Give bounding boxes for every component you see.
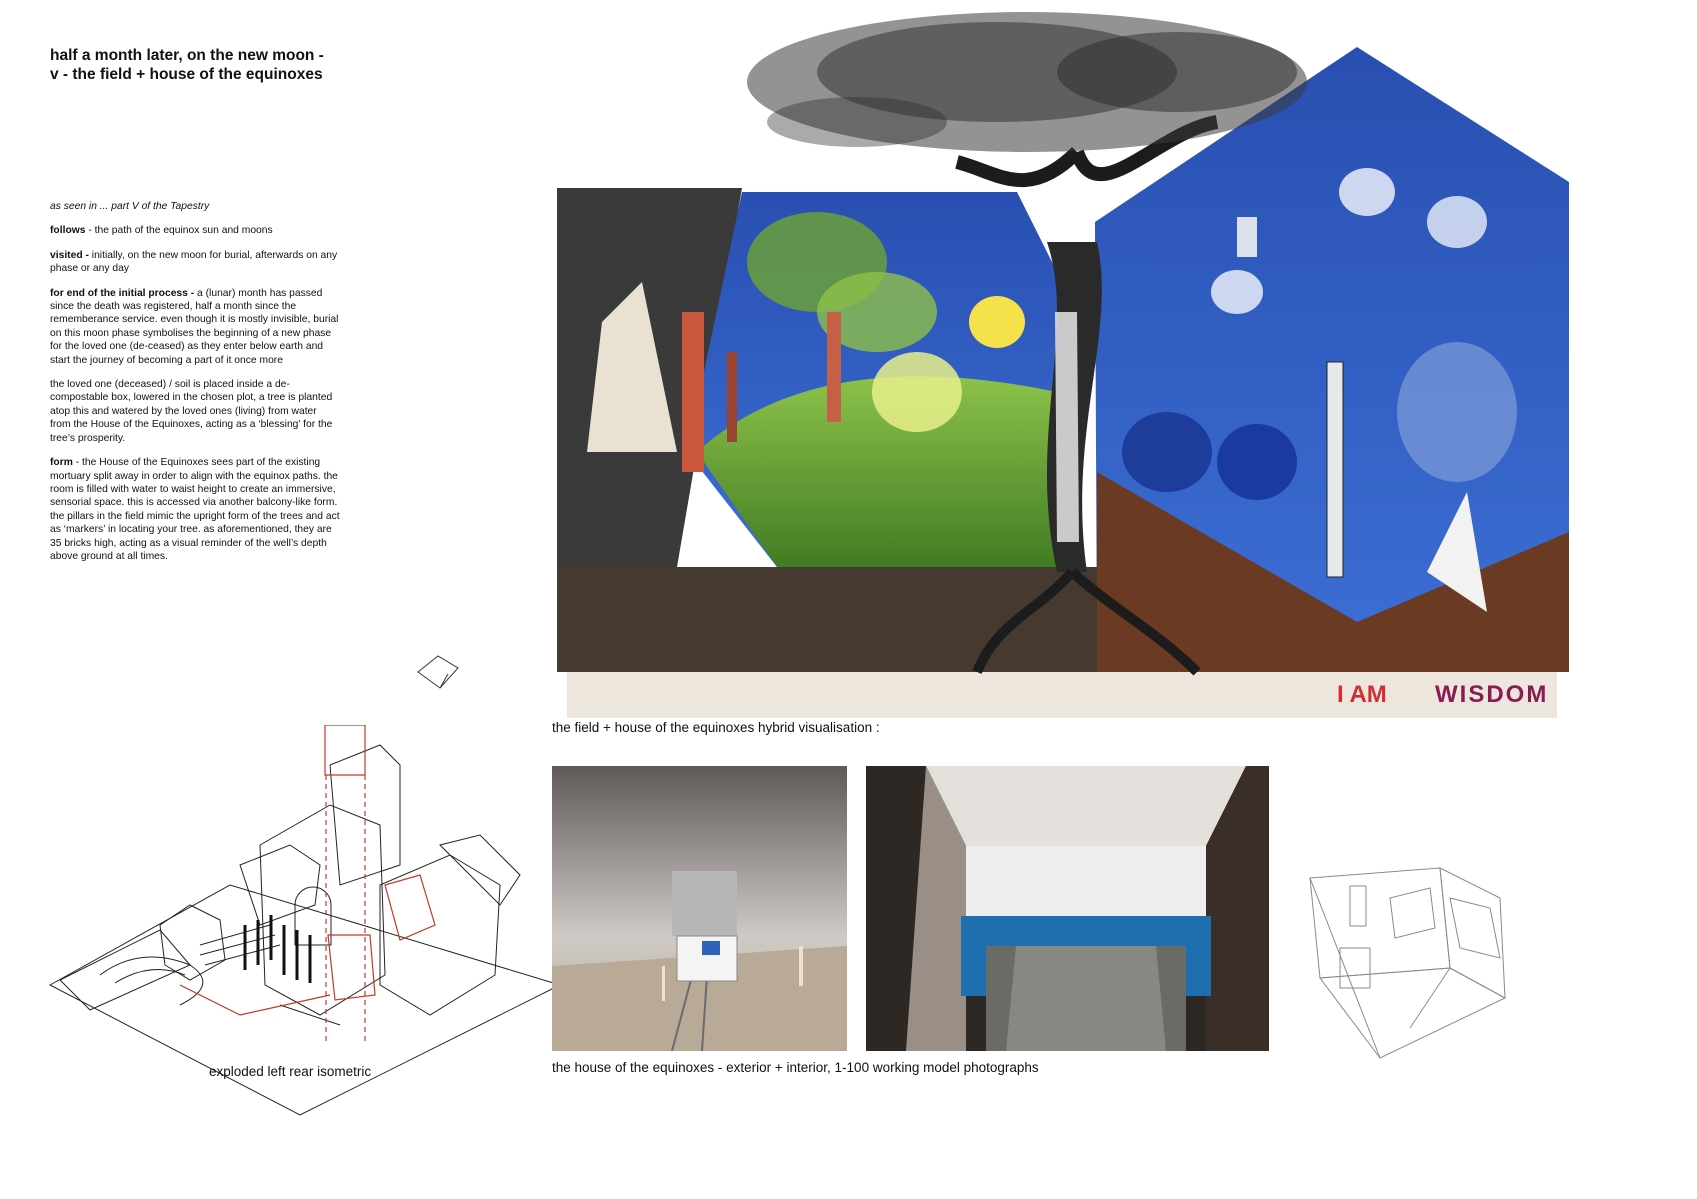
sun — [969, 296, 1025, 348]
paragraph-follows: follows - the path of the equinox sun and moons — [50, 225, 273, 237]
caption-photographs: the house of the equinoxes - exterior + interior, 1-100 working model photographs — [552, 1060, 1039, 1075]
pencil-sketch — [1300, 858, 1540, 1068]
paragraph-end-process: for end of the initial process - a (lunar) month has passed since the death was registered, half a month since the rememberance service. even though it is mostly invisible, burial on this moon phase symbolises the beginning of a new phase for the loved one (de-ceased) as they enter below earth and start the journey of becoming a part of it once more — [50, 287, 339, 366]
paragraph-visited: visited - initially, on the new moon for burial, afterwards on any phase or any day — [50, 249, 338, 275]
artwork-text-i-am: I AM — [1337, 681, 1387, 708]
caption-visualisation: the field + house of the equinoxes hybrid visualisation : — [552, 720, 880, 735]
artwork-text-wisdom: WISDOM — [1435, 681, 1549, 708]
small-box-sketch — [412, 646, 472, 696]
hybrid-visualisation — [557, 12, 1569, 718]
model-photo-exterior — [552, 766, 847, 1051]
paragraph-form: form - the House of the Equinoxes sees part of the existing mortuary split away in order to align with the equinox paths. the room is filled with water to waist height to create an immersive, sensorial space. this is accessed via another balcony-like form. the pillars in the field mimic the upright form of the trees and act as ‘markers’ in locating your tree. as aforementioned, they are 35 bricks high, acting as a visual reminder of the well’s depth above ground at all times. — [50, 457, 340, 562]
page-title: half a month later, on the new moon - v - the field + house of the equinoxes — [50, 47, 324, 83]
caption-isometric: exploded left rear isometric — [209, 1064, 372, 1079]
model-photo-interior — [866, 766, 1269, 1051]
description-column — [50, 200, 340, 574]
paragraph-burial: the loved one (deceased) / soil is placed inside a de-compostable box, lowered in the chosen plot, a tree is planted atop this and watered by the loved ones (living) from water from the House of the Equinoxes, acting as a ‘blessing’ for the tree’s prosperity. — [50, 379, 333, 444]
intro-text: as seen in ... part V of the Tapestry — [50, 201, 210, 212]
